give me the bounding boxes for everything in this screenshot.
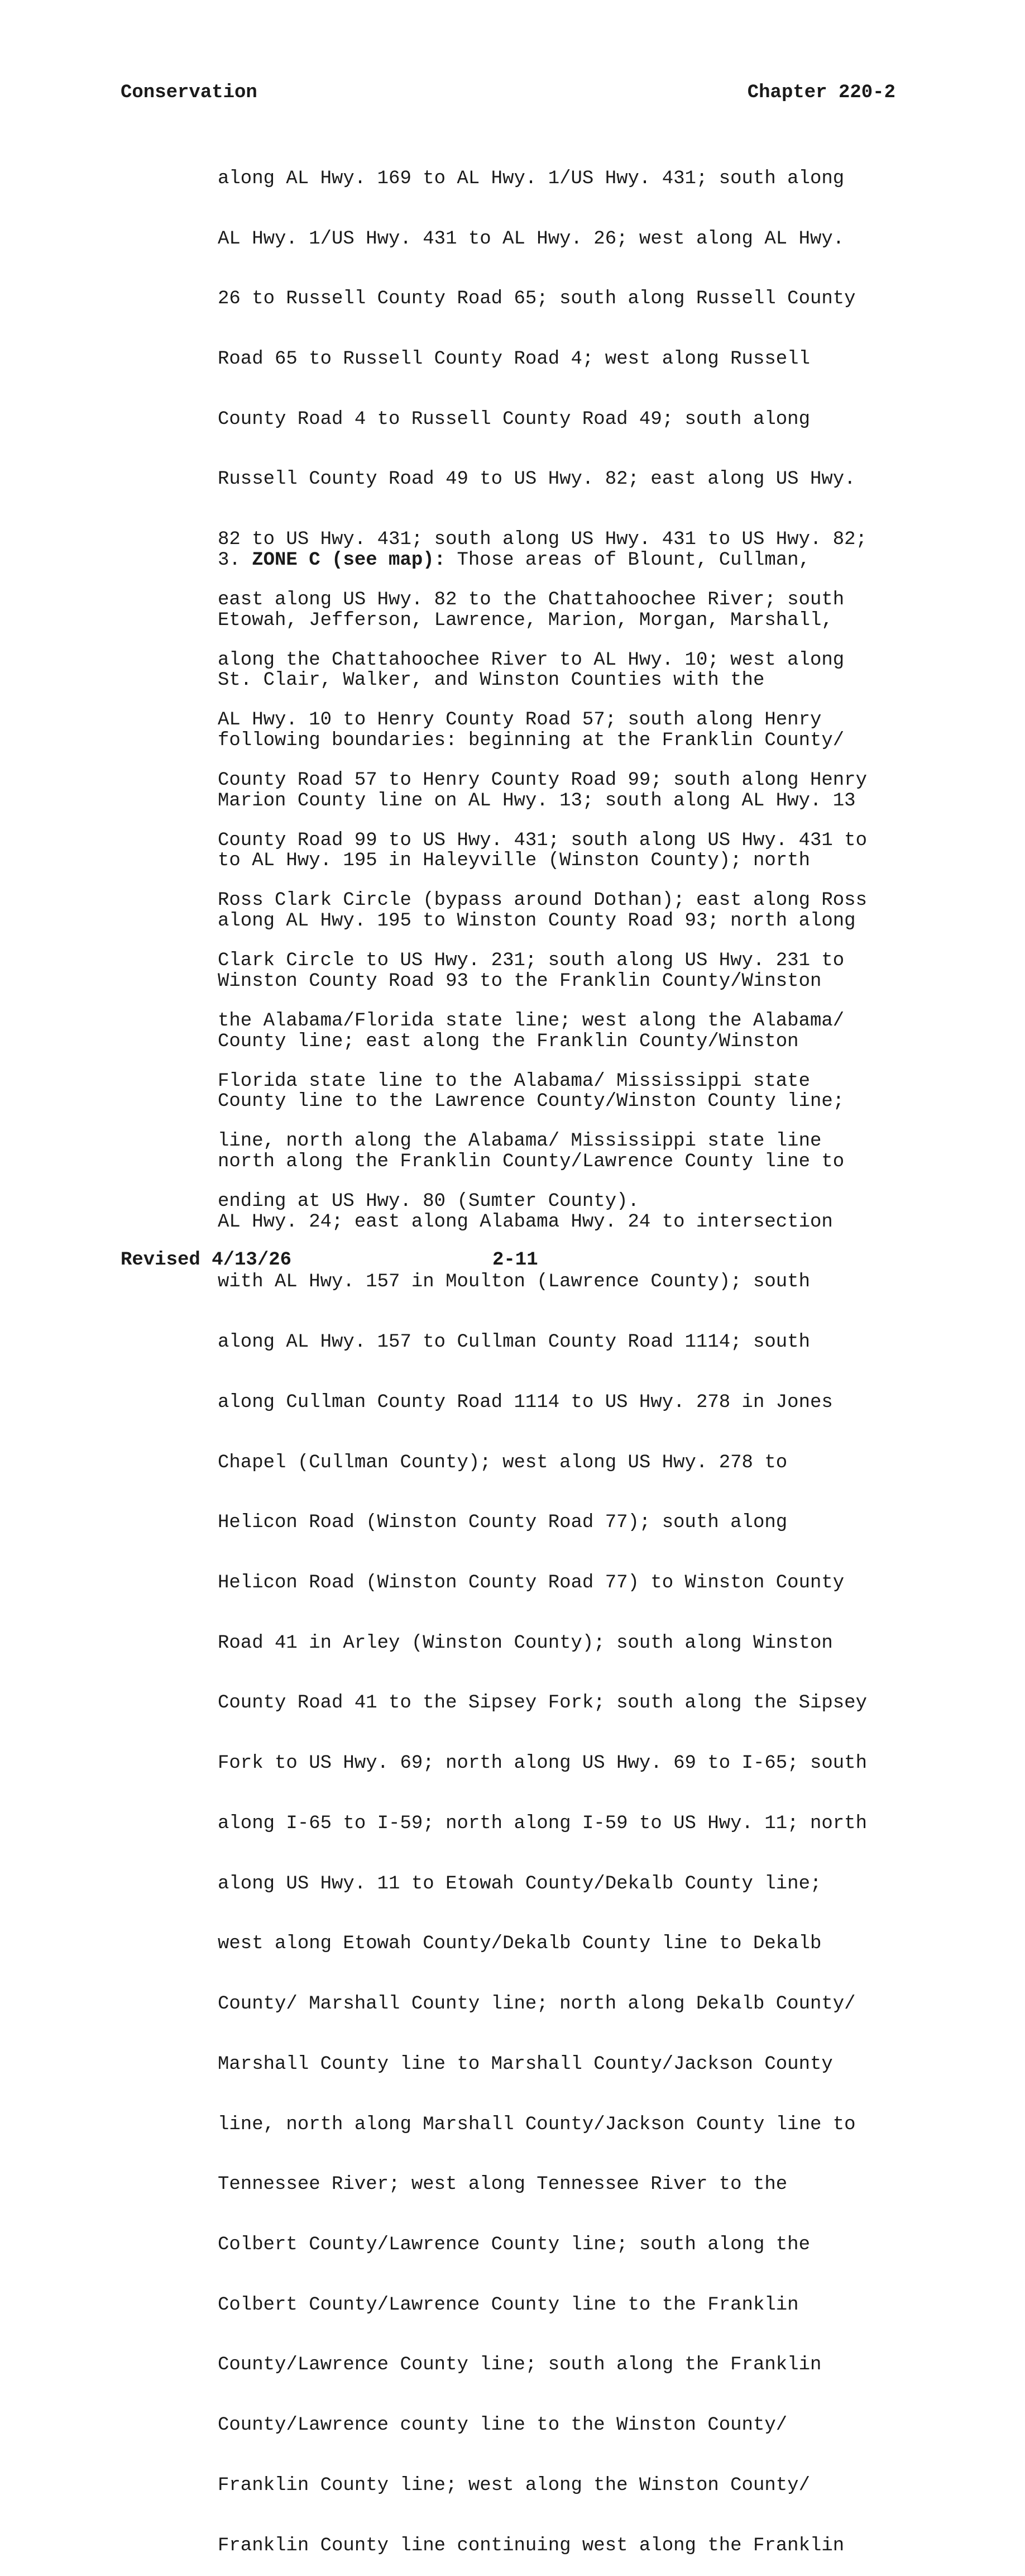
list-number: 3. bbox=[218, 549, 252, 571]
text-line: AL Hwy. 24; east along Alabama Hwy. 24 to intersection bbox=[218, 1211, 833, 1233]
text-line: line, north along Marshall County/Jackson County line to bbox=[218, 2114, 856, 2135]
text-line: Winston County Road 93 to the Franklin County/Winston bbox=[218, 970, 822, 992]
zone-c-first-line bbox=[218, 551, 910, 571]
text-line: with AL Hwy. 157 in Moulton (Lawrence County); south bbox=[218, 1271, 810, 1293]
text-line: County Road 4 to Russell County Road 49; south along bbox=[218, 408, 810, 430]
text-fragment: Those areas of Blount, Cullman, bbox=[446, 549, 810, 571]
text-line: St. Clair, Walker, and Winston Counties with the bbox=[218, 670, 765, 691]
revision-date: Revised 4/13/26 bbox=[121, 1249, 292, 1271]
text-line: to AL Hwy. 195 in Haleyville (Winston County); north bbox=[218, 850, 810, 872]
text-line: AL Hwy. 10 to Henry County Road 57; south along Henry bbox=[218, 709, 822, 731]
text-line: east along US Hwy. 82 to the Chattahoochee River; south bbox=[218, 589, 845, 610]
text-line: County Road 57 to Henry County Road 99; south along Henry bbox=[218, 770, 867, 791]
text-line: County Road 41 to the Sipsey Fork; south along the Sipsey bbox=[218, 1692, 867, 1714]
zone-c-label: ZONE C (see map): bbox=[252, 549, 446, 571]
text-line: Colbert County/Lawrence County line to the Franklin bbox=[218, 2294, 799, 2316]
text-line: County/Lawrence county line to the Winston County/ bbox=[218, 2415, 788, 2436]
text-line: Helicon Road (Winston County Road 77) to Winston County bbox=[218, 1572, 845, 1594]
text-line: the Alabama/Florida state line; west along the Alabama/ bbox=[218, 1010, 845, 1032]
text-line: line, north along the Alabama/ Mississippi state line bbox=[218, 1130, 822, 1152]
text-line: Chapel (Cullman County); west along US Hwy. 278 to bbox=[218, 1452, 788, 1473]
text-line: County Road 99 to US Hwy. 431; south along US Hwy. 431 to bbox=[218, 829, 867, 851]
text-line: Franklin County line; west along the Winston County/ bbox=[218, 2474, 810, 2496]
text-line: along AL Hwy. 157 to Cullman County Road 1114; south bbox=[218, 1332, 810, 1353]
running-header-title: Conservation bbox=[121, 82, 257, 103]
text-line: along Cullman County Road 1114 to US Hwy. 278 in Jones bbox=[218, 1391, 833, 1413]
text-line: County line to the Lawrence County/Winston County line; bbox=[218, 1091, 845, 1113]
text-line: County/ Marshall County line; north along Dekalb County/ bbox=[218, 1993, 856, 2015]
text-line: along US Hwy. 11 to Etowah County/Dekalb County line; bbox=[218, 1873, 822, 1895]
text-line: County line; east along the Franklin County/Winston bbox=[218, 1031, 799, 1052]
text-line: Tennessee River; west along Tennessee River to the bbox=[218, 2174, 788, 2196]
text-line: Etowah, Jefferson, Lawrence, Marion, Morgan, Marshall, bbox=[218, 609, 833, 631]
text-line: Road 41 in Arley (Winston County); south along Winston bbox=[218, 1632, 833, 1654]
text-line: north along the Franklin County/Lawrence County line to bbox=[218, 1151, 845, 1172]
page-number: 2-11 bbox=[492, 1249, 538, 1271]
text-line: along the Chattahoochee River to AL Hwy. 10; west along bbox=[218, 649, 845, 671]
text-line: Marion County line on AL Hwy. 13; south along AL Hwy. 13 bbox=[218, 790, 856, 812]
text-line: along AL Hwy. 195 to Winston County Road 93; north along bbox=[218, 910, 856, 932]
text-line: Clark Circle to US Hwy. 231; south along US Hwy. 231 to bbox=[218, 950, 845, 972]
text-line: Florida state line to the Alabama/ Mississippi state bbox=[218, 1070, 810, 1092]
text-line: 82 to US Hwy. 431; south along US Hwy. 431 to US Hwy. 82; bbox=[218, 529, 867, 551]
text-line: Ross Clark Circle (bypass around Dothan); east along Ross bbox=[218, 890, 867, 912]
text-line: 26 to Russell County Road 65; south along Russell County bbox=[218, 288, 856, 310]
text-line: Helicon Road (Winston County Road 77); south along bbox=[218, 1512, 788, 1534]
text-line: west along Etowah County/Dekalb County line to Dekalb bbox=[218, 1933, 822, 1955]
text-line: Marshall County line to Marshall County/Jackson County bbox=[218, 2053, 833, 2075]
text-line: Colbert County/Lawrence County line; south along the bbox=[218, 2234, 810, 2255]
running-header-chapter: Chapter 220-2 bbox=[747, 82, 895, 103]
text-line: AL Hwy. 1/US Hwy. 431 to AL Hwy. 26; west along AL Hwy. bbox=[218, 228, 845, 250]
text-line: Fork to US Hwy. 69; north along US Hwy. 69 to I-65; south bbox=[218, 1753, 867, 1774]
text-line: County/Lawrence County line; south along the Franklin bbox=[218, 2354, 822, 2376]
text-line: ending at US Hwy. 80 (Sumter County). bbox=[218, 1191, 639, 1213]
text-line: Road 65 to Russell County Road 4; west along Russell bbox=[218, 348, 810, 370]
text-line: along I-65 to I-59; north along I-59 to US Hwy. 11; north bbox=[218, 1812, 867, 1834]
text-line: following boundaries: beginning at the Franklin County/ bbox=[218, 729, 845, 751]
text-line: along AL Hwy. 169 to AL Hwy. 1/US Hwy. 431; south along bbox=[218, 168, 845, 189]
text-line: Franklin County line continuing west along the Franklin bbox=[218, 2535, 845, 2556]
zone-c-paragraph bbox=[218, 511, 910, 2576]
text-line: Russell County Road 49 to US Hwy. 82; east along US Hwy. bbox=[218, 469, 856, 490]
